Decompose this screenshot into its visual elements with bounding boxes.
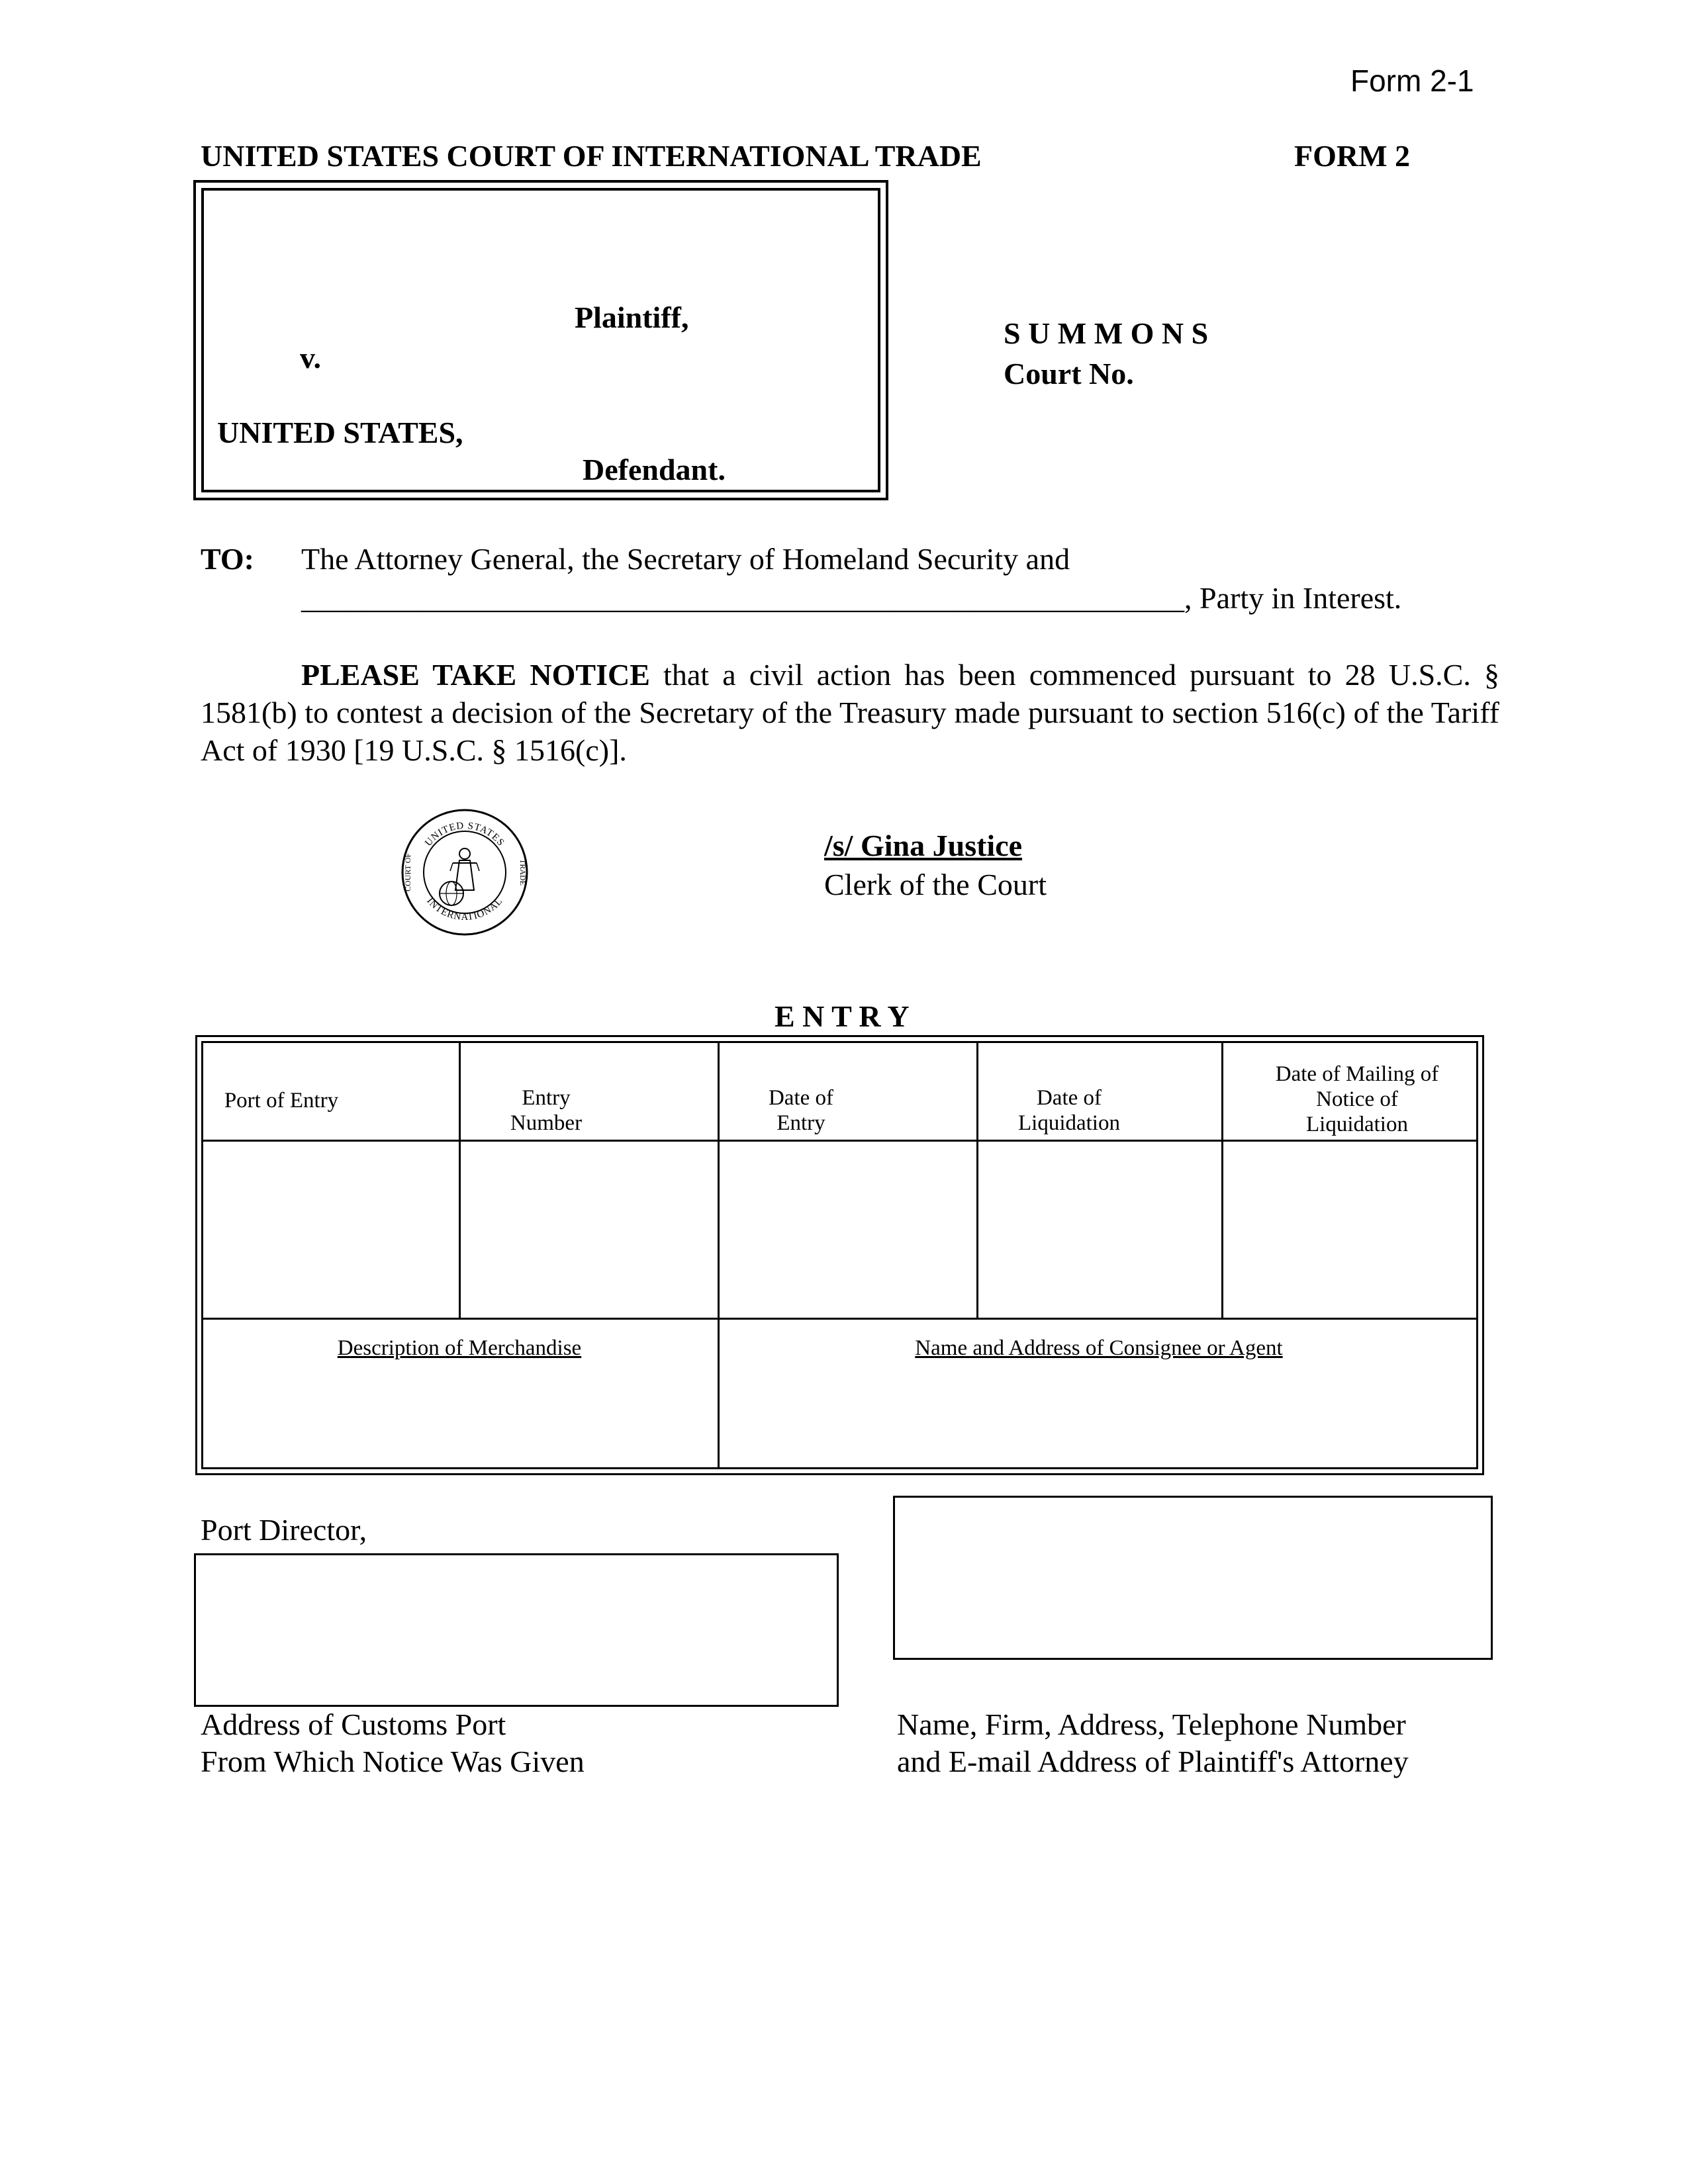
attorney-label-2: and E-mail Address of Plaintiff's Attorney (897, 1745, 1409, 1778)
customs-port-address-box[interactable] (194, 1553, 839, 1707)
consignee-or-agent-label: Name and Address of Consignee or Agent (915, 1336, 1283, 1360)
summons-title: S U M M O N S (1004, 316, 1209, 350)
entry-title: E N T R Y (775, 999, 910, 1033)
party-in-interest-line: __________________________________________________________, Party in Interest. (301, 581, 1402, 615)
defendant-name: UNITED STATES, (217, 416, 463, 449)
seal-text-left: COURT OF (403, 852, 412, 892)
defendant-label: Defendant. (583, 453, 726, 486)
form-number: FORM 2 (1294, 139, 1411, 173)
seal-text-bottom: INTERNATIONAL (424, 895, 505, 923)
versus-label: v. (300, 341, 321, 375)
column-header-date-of-entry: Date of Entry (768, 1086, 834, 1135)
svg-text:INTERNATIONAL (424, 896, 504, 923)
attorney-label-1: Name, Firm, Address, Telephone Number (897, 1707, 1406, 1741)
to-recipients: The Attorney General, the Secretary of Homeland Security and (301, 542, 1070, 576)
customs-port-label-1: Address of Customs Port (201, 1707, 506, 1741)
to-label: TO: (201, 542, 254, 576)
notice-body: that a civil action has been commenced pursuant to 28 U.S.C. § 1581(b) to contest a decision of the Secretary of the Treasury made pursuant to section 516(c) of the Tariff Act of 1930 [19 U.S.C. § 1516(c)]. (201, 658, 1499, 767)
court-number-label: Court No. (1004, 357, 1134, 390)
port-director-label: Port Director, (201, 1513, 367, 1547)
clerk-title: Clerk of the Court (824, 868, 1047, 901)
form-page-number: Form 2-1 (1350, 64, 1474, 98)
plaintiff-label: Plaintiff, (575, 300, 689, 334)
clerk-signature: /s/ Gina Justice (824, 829, 1023, 862)
plaintiff-attorney-box[interactable] (893, 1496, 1493, 1660)
customs-port-label-2: From Which Notice Was Given (201, 1745, 585, 1778)
notice-lead: PLEASE TAKE NOTICE (301, 658, 650, 692)
court-seal (400, 807, 530, 937)
column-header-date-of-mailing: Date of Mailing of Notice of Liquidation (1275, 1062, 1439, 1136)
column-header-date-of-liquidation: Date of Liquidation (1018, 1086, 1120, 1135)
seal-text-right: TRADE (518, 859, 528, 886)
notice-paragraph (201, 656, 1499, 769)
column-header-entry-number: Entry Number (510, 1086, 583, 1135)
court-name: UNITED STATES COURT OF INTERNATIONAL TRADE (201, 139, 982, 173)
seal-text-top: UNITED STATES (423, 820, 506, 848)
description-of-merchandise-label: Description of Merchandise (337, 1336, 582, 1360)
caption-box (193, 180, 888, 500)
column-header-port-of-entry: Port of Entry (224, 1089, 339, 1113)
